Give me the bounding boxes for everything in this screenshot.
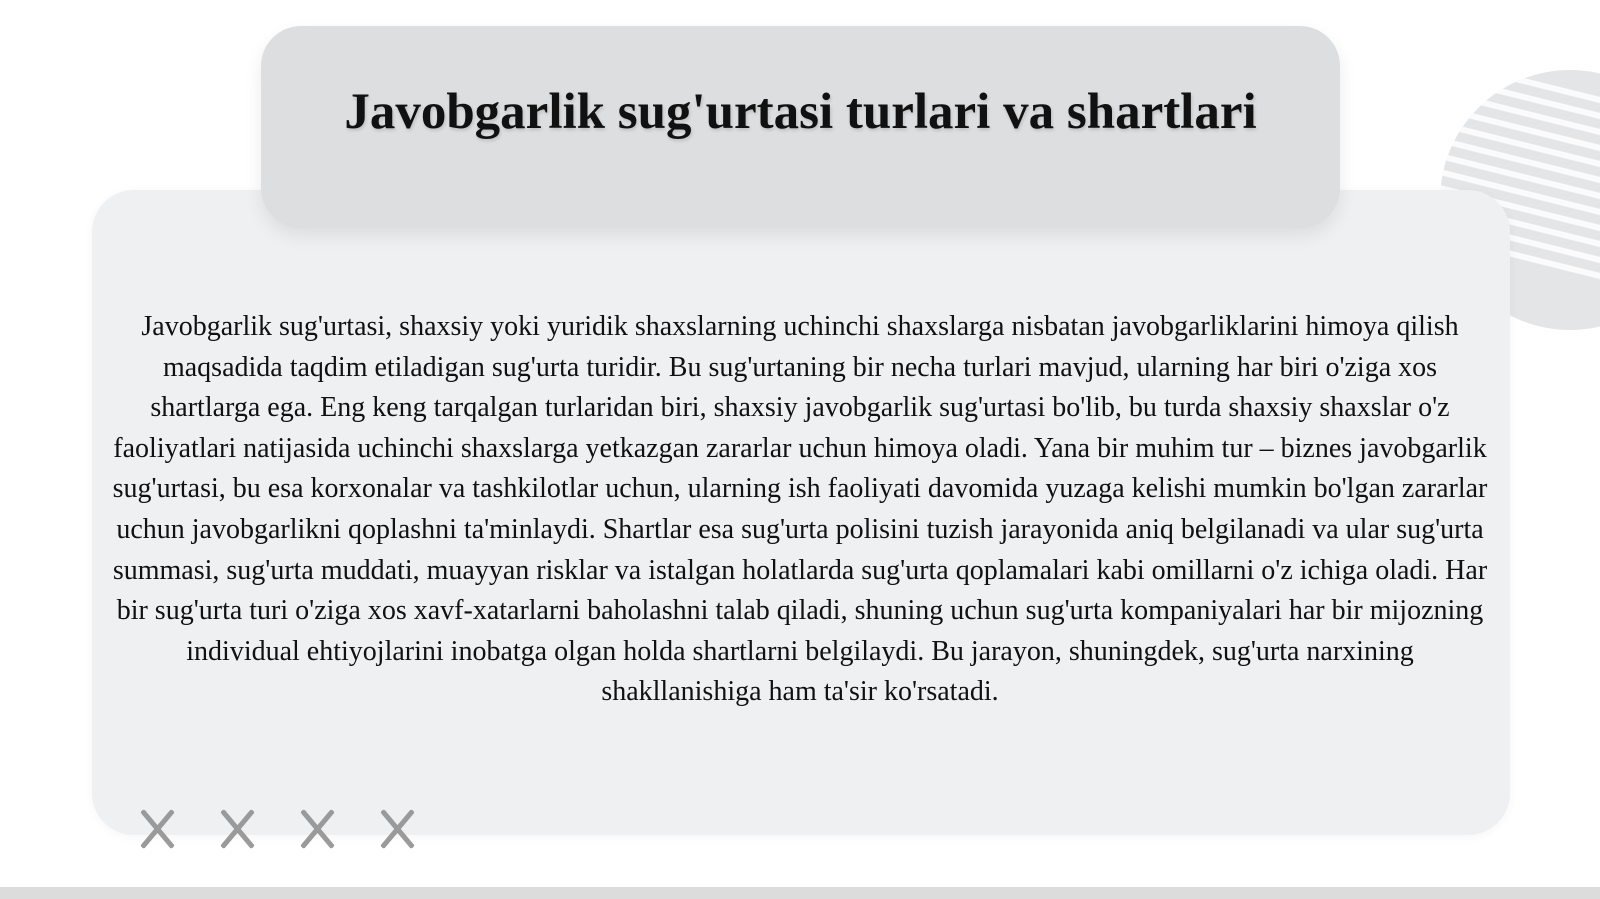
- slide-title: Javobgarlik sug'urtasi turlari va shartlari: [344, 84, 1257, 140]
- cross-icon: [216, 808, 258, 850]
- cross-icon: [136, 808, 178, 850]
- cross-icon: [376, 808, 418, 850]
- cross-marks-decoration: [136, 808, 418, 856]
- bottom-bar: [0, 887, 1600, 899]
- slide-body-text: Javobgarlik sug'urtasi, shaxsiy yoki yuridik shaxslarning uchinchi shaxslarga nisbatan javobgarliklarini himoya qilish maqsadida taqdim etiladigan sug'urta turidir. Bu sug'urtaning bir necha turlari mavjud, ularning har biri o'ziga xos shartlarga ega. Eng keng tarqalgan turlaridan biri, shaxsiy javobgarlik sug'urtasi bo'lib, bu turda shaxsiy shaxslar o'z faoliyatlari natijasida uchinchi shaxslarga yetkazgan zararlar uchun himoya oladi. Yana bir muhim tur – biznes javobgarlik sug'urtasi, bu esa korxonalar va tashkilotlar uchun, ularning ish faoliyati davomida yuzaga kelishi mumkin bo'lgan zararlar uchun javobgarlikni qoplashni ta'minlaydi. Shartlar esa sug'urta polisini tuzish jarayonida aniq belgilanadi va ular sug'urta summasi, sug'urta muddati, muayyan risklar va istalgan holatlarda sug'urta qoplamalari kabi omillarni o'z ichiga oladi. Har bir sug'urta turi o'ziga xos xavf-xatarlarni baholashni talab qiladi, shuning uchun sug'urta kompaniyalari har bir mijozning individual ehtiyojlarini inobatga olgan holda shartlarni belgilaydi. Bu jarayon, shuningdek, sug'urta narxining shakllanishiga ham ta'sir ko'rsatadi.: [112, 311, 1488, 708]
- cross-icon: [296, 808, 338, 850]
